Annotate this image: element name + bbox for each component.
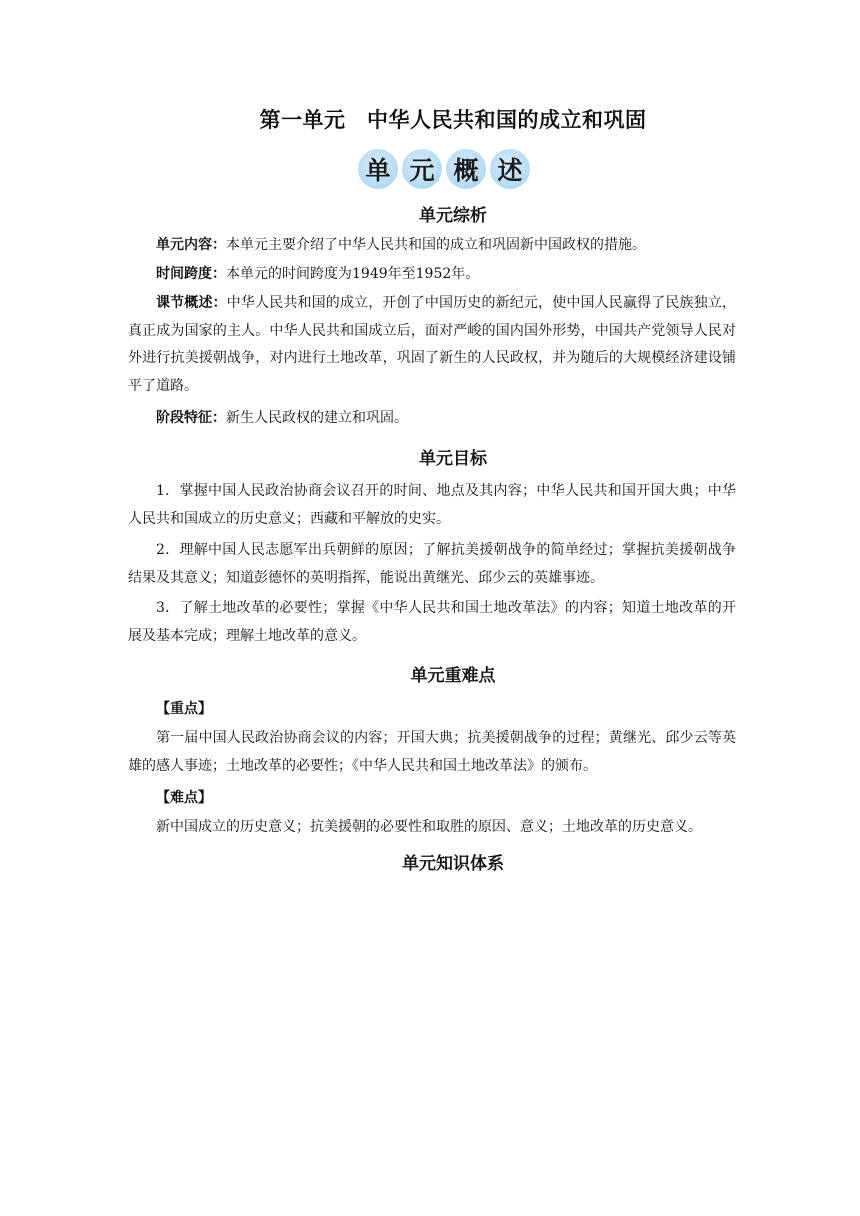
label-stage-feature: 阶段特征：	[156, 410, 226, 426]
overview-char: 单	[358, 149, 398, 189]
goal-item: 3．了解土地改革的必要性；掌握《中华人民共和国土地改革法》的内容；知道土地改革的开展及基本完成；理解土地改革的意义。	[128, 600, 736, 644]
paragraph-stage-feature	[128, 405, 736, 433]
label-unit-content: 单元内容：	[156, 237, 226, 253]
text-time-span: 本单元的时间跨度为1949年至1952年。	[226, 266, 480, 282]
paragraph-time-span	[128, 261, 736, 289]
section-heading-knowledge-system: 单元知识体系	[402, 854, 504, 874]
unit-overview-banner	[358, 148, 530, 190]
difficult-points-text: 新中国成立的历史意义；抗美援朝的必要性和取胜的原因、意义；土地改革的历史意义。	[156, 819, 702, 835]
goal-item: 1．掌握中国人民政治协商会议召开的时间、地点及其内容；中华人民共和国开国大典；中华人民共和国成立的历史意义；西藏和平解放的史实。	[128, 483, 736, 527]
text-lesson-summary: 中华人民共和国的成立，开创了中国历史的新纪元，使中国人民赢得了民族独立，真正成为国家的主人。中华人民共和国成立后，面对严峻的国内国外形势，中国共产党领导人民对外进行抗美援朝战争，对内进行土地改革，巩固了新生的人民政权，并为随后的大规模经济建设铺平了道路。	[128, 295, 736, 394]
overview-char: 概	[446, 149, 486, 189]
text-stage-feature: 新生人民政权的建立和巩固。	[226, 410, 408, 426]
label-lesson-summary: 课节概述：	[156, 295, 227, 311]
section-heading-goals: 单元目标	[419, 449, 487, 469]
difficult-points-label: 【难点】	[156, 790, 212, 806]
text-unit-content: 本单元主要介绍了中华人民共和国的成立和巩固新中国政权的措施。	[226, 237, 646, 253]
goal-item: 2．理解中国人民志愿军出兵朝鲜的原因；了解抗美援朝战争的简单经过；掌握抗美援朝战争结果及其意义；知道彭德怀的英明指挥，能说出黄继光、邱少云的英雄事迹。	[128, 542, 736, 586]
overview-char: 述	[490, 149, 530, 189]
unit-title: 第一单元 中华人民共和国的成立和巩固	[259, 108, 647, 132]
label-time-span: 时间跨度：	[156, 266, 226, 282]
key-points-label: 【重点】	[156, 701, 212, 717]
section-heading-analysis: 单元综析	[419, 206, 487, 226]
key-points-text: 第一届中国人民政治协商会议的内容；开国大典；抗美援朝战争的过程；黄继光、邱少云等英雄的感人事迹；土地改革的必要性；《中华人民共和国土地改革法》的颁布。	[128, 730, 736, 774]
paragraph-unit-content	[128, 232, 736, 260]
paragraph-lesson-summary	[128, 290, 736, 400]
overview-char: 元	[402, 149, 442, 189]
section-heading-key-difficult: 单元重难点	[410, 666, 496, 686]
